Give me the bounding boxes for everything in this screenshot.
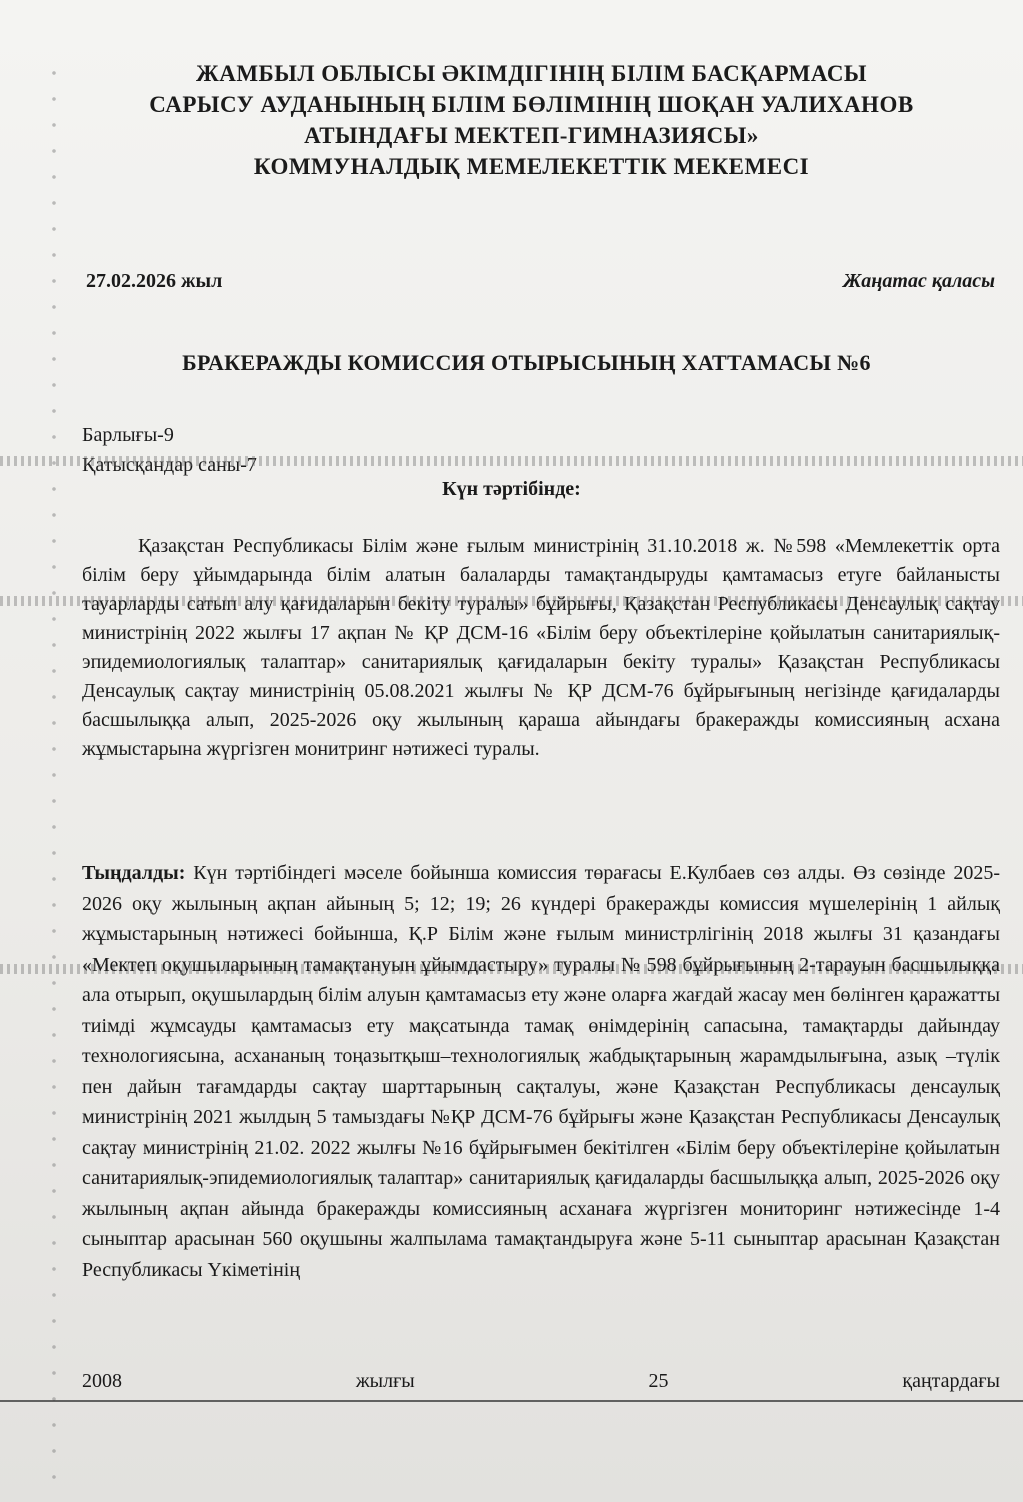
header-line-4: КОММУНАЛДЫҚ МЕМЕЛЕКЕТТІК МЕКЕМЕСІ: [253, 154, 810, 179]
document-date: 27.02.2026 жыл: [86, 270, 223, 292]
document-title: БРАКЕРАЖДЫ КОМИССИЯ ОТЫРЫСЫНЫҢ ХАТТАМАСЫ №6: [182, 350, 871, 375]
scan-artifact-line: [0, 456, 1023, 466]
page-fold-line: [0, 1400, 1023, 1402]
agenda-paragraph: Қазақстан Республикасы Білім және ғылым министрінің 31.10.2018 ж. №598 «Мемлекеттік орта білім беру ұйымдарында білім алатын балаларды тамақтандыруды қамтамасыз етуге байланысты тауарларды сатып алу қағидаларын бекіту туралы» бұйрығы, Қазақстан Республикасы Денсаулық сақтау министрінің 2022 жылғы 17 ақпан № ҚР ДСМ-16 «Білім беру объектілеріне қойылатын санитариялық-эпидемиологиялық талаптар» санитариялық қағидаларын бекіту туралы» Қазақстан Республикасы Денсаулық сақтау министрінің 05.08.2021 жылғы № ҚР ДСМ-76 бұйрығының негізінде қағидаларды басшылыққа алып, 2025-2026 оқу жылының қараша айындағы бракеражды комиссияның асхана жұмыстарына жүргізген монитринг нәтижесі туралы.: [82, 535, 1000, 760]
agenda-heading: Күн тәртібінде:: [442, 478, 581, 500]
present-members: Қатысқандар саны-7: [82, 454, 257, 476]
footer-day: 25: [648, 1370, 669, 1392]
header-line-2: САРЫСУ АУДАНЫНЫҢ БІЛІМ БӨЛІМІНІҢ ШОҚАН УАЛИХАНОВ: [149, 92, 914, 117]
footer-word: жылғы: [355, 1370, 415, 1392]
perforation-marks: [44, 60, 64, 1480]
heard-label: Тыңдалды:: [82, 862, 186, 884]
total-members: Барлығы-9: [82, 424, 174, 446]
header-line-3: АТЫНДАҒЫ МЕКТЕП-ГИМНАЗИЯСЫ»: [304, 123, 759, 148]
header-line-1: ЖАМБЫЛ ОБЛЫСЫ ӘКІМДІГІНІҢ БІЛІМ БАСҚАРМАСЫ: [195, 61, 868, 86]
footer-month: қаңтардағы: [902, 1370, 1000, 1392]
document-city: Жаңатас қаласы: [842, 270, 995, 292]
heard-paragraph: [82, 858, 1000, 1285]
organization-header: [80, 58, 983, 182]
heard-text: Күн тәртібіндегі мәселе бойынша комиссия төрағасы Е.Кулбаев сөз алды. Өз сөзінде 2025-2026 оқу жылының ақпан айының 5; 12; 19; 26 күндері бракеражды комиссия мүшелерінің 1 айлық жұмыстарының нәтижесі бойынша, Қ.Р Білім және ғылым министрлігінің 2018 жылғы 31 қазандағы «Мектеп оқушыларының тамақтануын ұйымдастыру» туралы № 598 бұйрығының 2-тарауын басшылыққа ала отырып, оқушылардың білім алуын қамтамасыз ету және оларға жағдай жасау мен бөлінген қаражатты тиімді жұмсауды қамтамасыз ету мақсатында тамақ өнімдерінің сапасына, тамақтарды дайындау технологиясына, асхананың тоңазытқыш–технологиялық жабдықтарының жарамдылығына, азық –түлік пен дайын тағамдарды сақтау шарттарының сақталуы, және Қазақстан Республикасы денсаулық министрінің 2021 жылдың 5 тамыздағы №ҚР ДСМ-76 бұйрығы және Қазақстан Республикасы Денсаулық сақтау министрінің 21.02. 2022 жылғы №16 бұйрығымен бекітілген «Білім беру объектілеріне қойылатын санитариялық-эпидемиологиялық талаптар» санитариялық қағидаларды басшылыққа алып, 2025-2026 оқу жылының ақпан айында бракеражды комиссияның асханаға жүргізген мониторинг нәтижесінде 1-4 сыныптар арасынан 560 оқушыны жалпылама тамақтандыруға және 5-11 сыныптар арасынан Қазақстан Республикасы Үкіметінің: [82, 862, 1000, 1281]
cut-off-line: [82, 1370, 1000, 1393]
footer-year: 2008: [82, 1370, 122, 1392]
attendance-block: [82, 420, 257, 480]
